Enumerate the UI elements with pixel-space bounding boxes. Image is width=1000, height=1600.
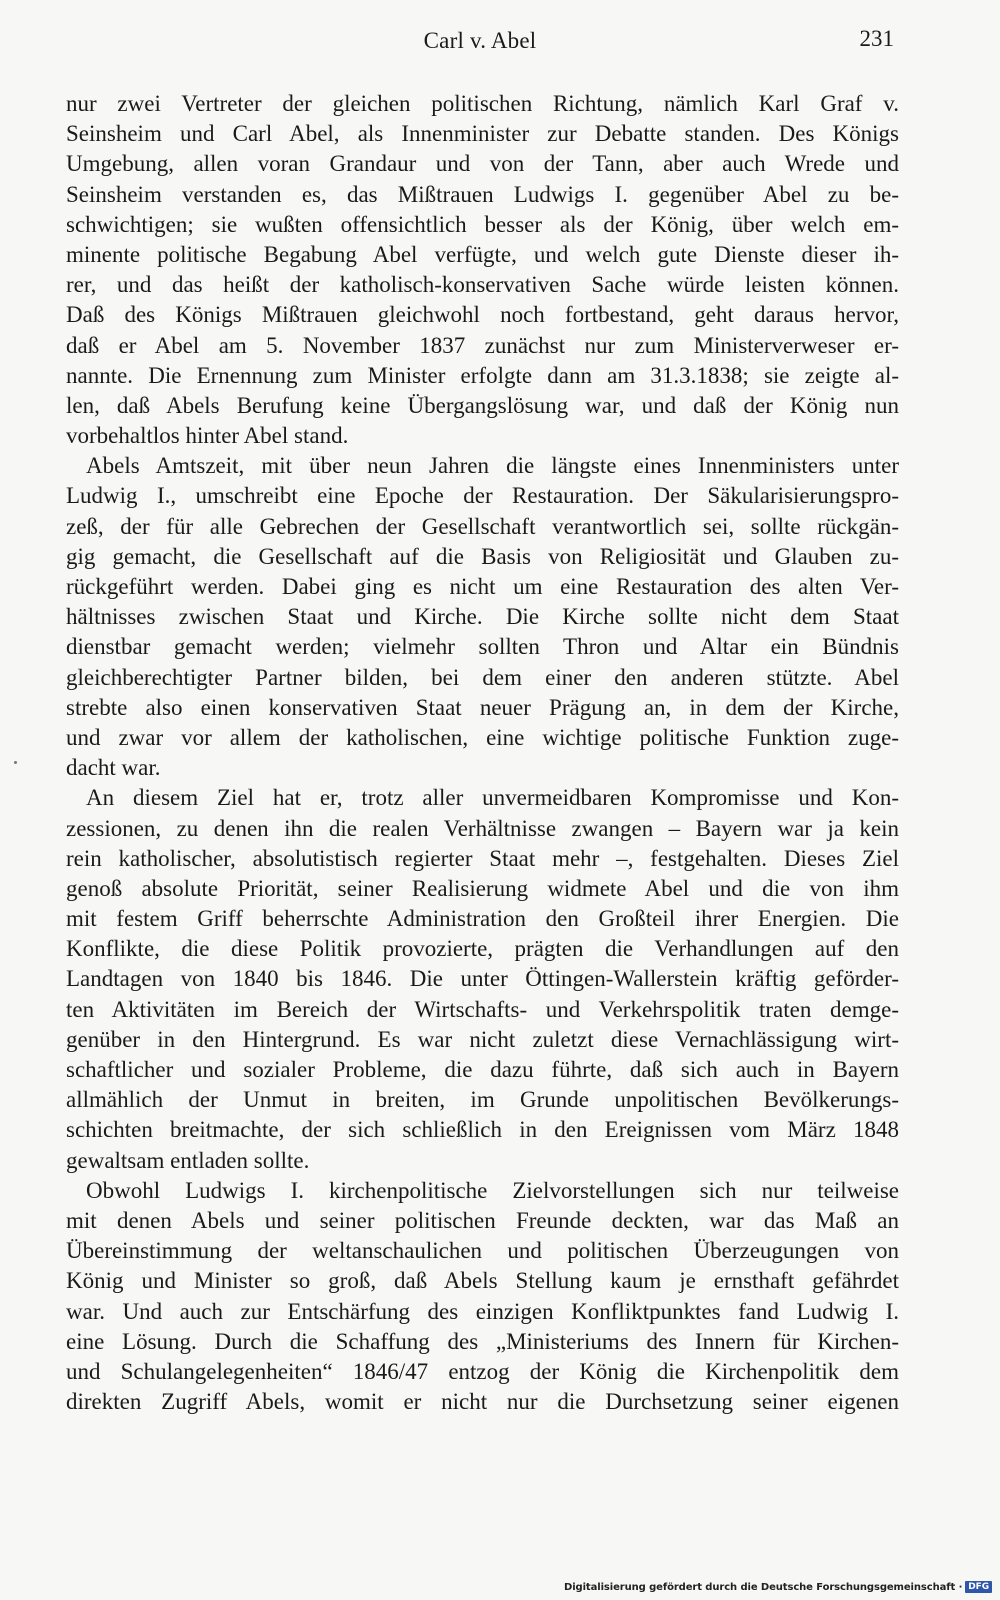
credit-text: Digitalisierung gefördert durch die Deutsche Forschungsgemeinschaft · (564, 1581, 963, 1593)
text-line: genoß absolute Priorität, seiner Realisierung widmete Abel und die von ihm (66, 875, 899, 901)
text-line: Konflikte, die diese Politik provozierte, prägten die Verhandlungen auf den (66, 936, 899, 962)
text-line: hältnisses zwischen Staat und Kirche. Die Kirche sollte nicht dem Staat (66, 604, 899, 630)
text-line: Landtagen von 1840 bis 1846. Die unter Öttingen-Wallerstein kräftig geförder- (66, 966, 899, 992)
text-line: und zwar vor allem der katholischen, eine wichtige politische Funktion zuge- (66, 724, 899, 750)
text-line: nannte. Die Ernennung zum Minister erfolgte dann am 31.3.1838; sie zeigte al- (66, 362, 899, 388)
text-line: direkten Zugriff Abels, womit er nicht nur die Durchsetzung seiner eigenen (66, 1389, 899, 1415)
text-line: rein katholischer, absolutistisch regierter Staat mehr –, festgehalten. Dieses Ziel (66, 845, 899, 871)
text-line: Seinsheim und Carl Abel, als Innenminister zur Debatte standen. Des Königs (66, 121, 899, 147)
text-line: genüber in den Hintergrund. Es war nicht zuletzt diese Vernachlässigung wirt- (66, 1026, 899, 1052)
text-line: gleichberechtigter Partner bilden, bei dem einer den anderen stützte. Abel (66, 664, 899, 690)
dfg-logo: DFG (965, 1581, 992, 1593)
text-line: Abels Amtszeit, mit über neun Jahren die längste eines Innenministers unter (86, 453, 899, 479)
text-line: mit festem Griff beherrschte Administration den Großteil ihrer Energien. Die (66, 906, 899, 932)
text-line: Obwohl Ludwigs I. kirchenpolitische Zielvorstellungen sich nur teilweise (86, 1177, 899, 1203)
text-line: Daß des Königs Mißtrauen gleichwohl noch fortbestand, geht daraus hervor, (66, 302, 899, 328)
text-line: Umgebung, allen voran Grandaur und von der Tann, aber auch Wrede und (66, 151, 899, 177)
running-title: Carl v. Abel (423, 28, 537, 53)
text-line: dacht war. (66, 755, 161, 781)
running-head (66, 24, 894, 58)
text-line: schaftlicher und sozialer Probleme, die dazu führte, daß sich auch in Bayern (66, 1057, 899, 1082)
digitization-credit (564, 1578, 992, 1596)
text-line: schichten breitmachte, der sich schließlich in den Ereignissen vom März 1848 (66, 1117, 899, 1143)
page-number: 231 (859, 26, 894, 51)
text-line: daß er Abel am 5. November 1837 zunächst nur zum Ministerverweser er- (66, 332, 899, 358)
paragraph (66, 783, 899, 1175)
text-line: rer, und das heißt der katholisch-konservativen Sache würde leisten können. (66, 272, 899, 298)
text-line: vorbehaltlos hinter Abel stand. (66, 423, 349, 449)
text-line: Seinsheim verstanden es, das Mißtrauen Ludwigs I. gegenüber Abel zu be- (66, 181, 899, 207)
text-line: dienstbar gemacht werden; vielmehr sollten Thron und Altar ein Bündnis (66, 634, 899, 660)
paragraph (66, 451, 899, 783)
text-line: schwichtigen; sie wußten offensichtlich besser als der König, über welch em- (66, 211, 899, 237)
text-line: und Schulangelegenheiten“ 1846/47 entzog der König die Kirchenpolitik dem (66, 1358, 899, 1384)
text-line: allmählich der Unmut in breiten, im Grunde unpolitischen Bevölkerungs- (66, 1087, 899, 1113)
text-line: Ludwig I., umschreibt eine Epoche der Restauration. Der Säkularisierungspro- (66, 483, 899, 509)
text-line: König und Minister so groß, daß Abels Stellung kaum je ernsthaft gefährdet (66, 1268, 899, 1294)
text-line: minente politische Begabung Abel verfügte, und welch gute Dienste dieser ih- (66, 241, 899, 267)
text-line: len, daß Abels Berufung keine Übergangslösung war, und daß der König nun (66, 392, 899, 418)
text-line: strebte also einen konservativen Staat neuer Prägung an, in dem der Kirche, (66, 694, 899, 720)
text-line: Übereinstimmung der weltanschaulichen und politischen Überzeugungen von (66, 1238, 899, 1264)
text-line: ten Aktivitäten im Bereich der Wirtschafts- und Verkehrspolitik traten demge- (66, 996, 899, 1022)
text-line: zeß, der für alle Gebrechen der Gesellschaft verantwortlich sei, sollte rückgän- (66, 513, 899, 539)
text-line: eine Lösung. Durch die Schaffung des „Ministeriums des Innern für Kirchen- (66, 1328, 899, 1354)
text-line: nur zwei Vertreter der gleichen politischen Richtung, nämlich Karl Graf v. (66, 91, 899, 116)
body-text (66, 89, 899, 1417)
text-line: gewaltsam entladen sollte. (66, 1147, 310, 1173)
text-line: zessionen, zu denen ihn die realen Verhältnisse zwangen – Bayern war ja kein (66, 815, 899, 841)
text-line: gig gemacht, die Gesellschaft auf die Basis von Religiosität und Glauben zu- (66, 543, 899, 569)
paragraph (66, 89, 899, 451)
text-line: war. Und auch zur Entschärfung des einzigen Konfliktpunktes fand Ludwig I. (66, 1298, 899, 1324)
paragraph (66, 1176, 899, 1418)
margin-mark (14, 761, 17, 764)
text-line: An diesem Ziel hat er, trotz aller unvermeidbaren Kompromisse und Kon- (86, 785, 899, 811)
text-line: rückgeführt werden. Dabei ging es nicht um eine Restauration des alten Ver- (66, 574, 899, 599)
text-line: mit denen Abels und seiner politischen Freunde deckten, war das Maß an (66, 1207, 899, 1233)
